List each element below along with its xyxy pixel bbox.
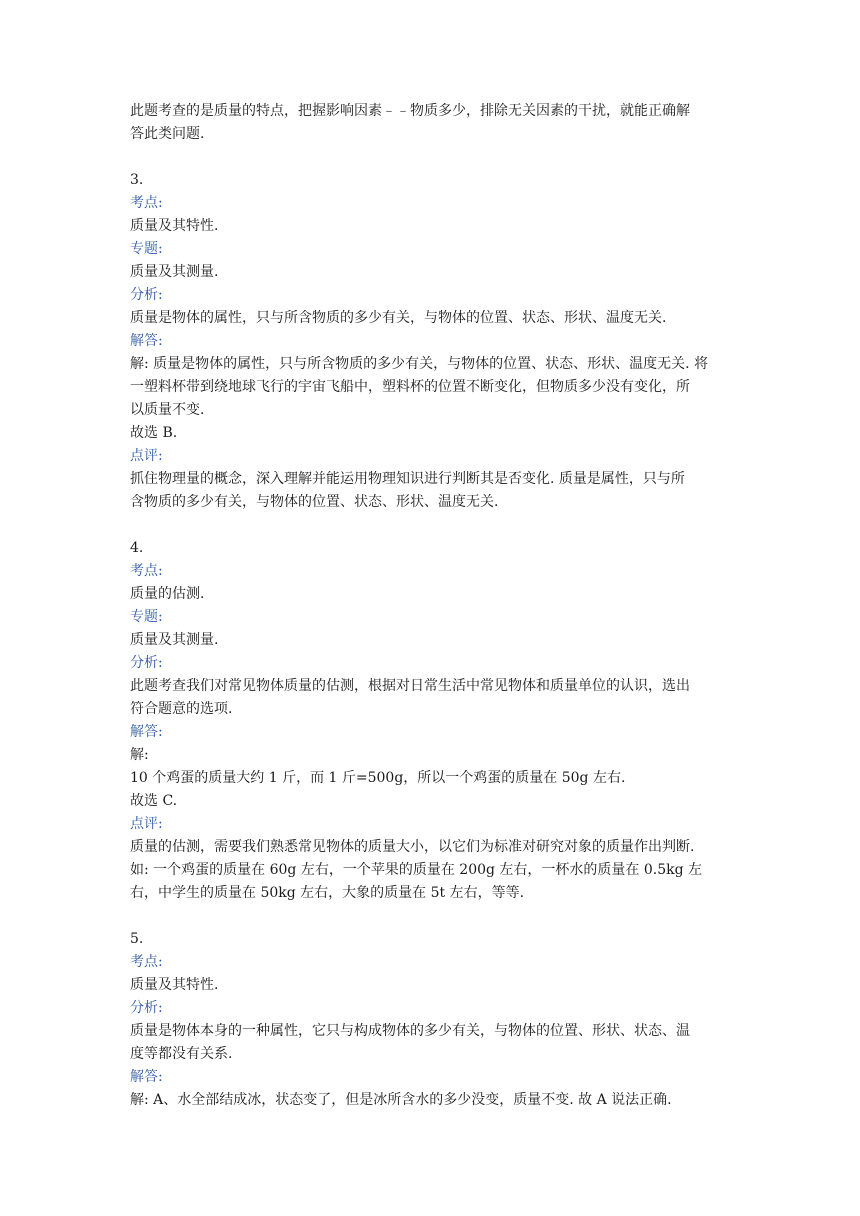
- fenxi-line: 度等都没有关系.: [130, 1046, 233, 1062]
- question-number: 5.: [130, 931, 144, 947]
- dianping-line: 如: 一个鸡蛋的质量在 60g 左右，一个苹果的质量在 200g 左右，一杯水的质量在 0.5kg 左: [130, 862, 703, 878]
- kaodian-label: 考点:: [130, 563, 163, 579]
- question-number: 3.: [130, 172, 144, 188]
- kaodian-text: 质量及其特性.: [130, 977, 219, 993]
- dianping-label: 点评:: [130, 448, 163, 464]
- intro-line: 答此类问题.: [130, 126, 205, 142]
- zhuanti-text: 质量及其测量.: [130, 632, 219, 648]
- zhuanti-text: 质量及其测量.: [130, 264, 219, 280]
- fenxi-line: 质量是物体的属性，只与所含物质的多少有关，与物体的位置、状态、形状、温度无关.: [130, 310, 667, 326]
- kaodian-label: 考点:: [130, 195, 163, 211]
- dianping-line: 质量的估测，需要我们熟悉常见物体的质量大小，以它们为标准对研究对象的质量作出判断.: [130, 839, 695, 855]
- jieda-line: 以质量不变.: [130, 402, 205, 418]
- dianping-label: 点评:: [130, 816, 163, 832]
- kaodian-text: 质量的估测.: [130, 586, 205, 602]
- jieda-line: 解: A、水全部结成冰，状态变了，但是冰所含水的多少没变，质量不变. 故 A 说法正确.: [130, 1092, 672, 1108]
- jieda-label: 解答:: [130, 333, 163, 349]
- jieda-line: 故选 C.: [130, 793, 178, 809]
- zhuanti-label: 专题:: [130, 609, 163, 625]
- fenxi-line: 质量是物体本身的一种属性，它只与构成物体的多少有关，与物体的位置、形状、状态、温: [130, 1023, 690, 1039]
- jieda-line: 故选 B.: [130, 425, 178, 441]
- jieda-line: 10 个鸡蛋的质量大约 1 斤，而 1 斤=500g，所以一个鸡蛋的质量在 50g 左右.: [130, 770, 626, 786]
- jieda-label: 解答:: [130, 724, 163, 740]
- fenxi-label: 分析:: [130, 655, 163, 671]
- question-number: 4.: [130, 540, 144, 556]
- fenxi-line: 符合题意的选项.: [130, 701, 233, 717]
- fenxi-line: 此题考查我们对常见物体质量的估测，根据对日常生活中常见物体和质量单位的认识，选出: [130, 678, 690, 694]
- dianping-line: 抓住物理量的概念，深入理解并能运用物理知识进行判断其是否变化. 质量是属性，只与所: [130, 471, 685, 487]
- kaodian-label: 考点:: [130, 954, 163, 970]
- document-page: [130, 100, 730, 1112]
- dianping-line: 含物质的多少有关，与物体的位置、状态、形状、温度无关.: [130, 494, 499, 510]
- jieda-line: 解:: [130, 747, 149, 763]
- jieda-line: 解: 质量是物体的属性，只与所含物质的多少有关，与物体的位置、状态、形状、温度无关. 将: [130, 356, 709, 372]
- zhuanti-label: 专题:: [130, 241, 163, 257]
- jieda-label: 解答:: [130, 1069, 163, 1085]
- fenxi-label: 分析:: [130, 1000, 163, 1016]
- dianping-line: 右，中学生的质量在 50kg 左右，大象的质量在 5t 左右，等等.: [130, 885, 525, 901]
- fenxi-label: 分析:: [130, 287, 163, 303]
- kaodian-text: 质量及其特性.: [130, 218, 219, 234]
- intro-line: 此题考查的是质量的特点，把握影响因素﹣﹣物质多少，排除无关因素的干扰，就能正确解: [130, 103, 690, 119]
- jieda-line: 一塑料杯带到绕地球飞行的宇宙飞船中，塑料杯的位置不断变化，但物质多少没有变化，所: [130, 379, 690, 395]
